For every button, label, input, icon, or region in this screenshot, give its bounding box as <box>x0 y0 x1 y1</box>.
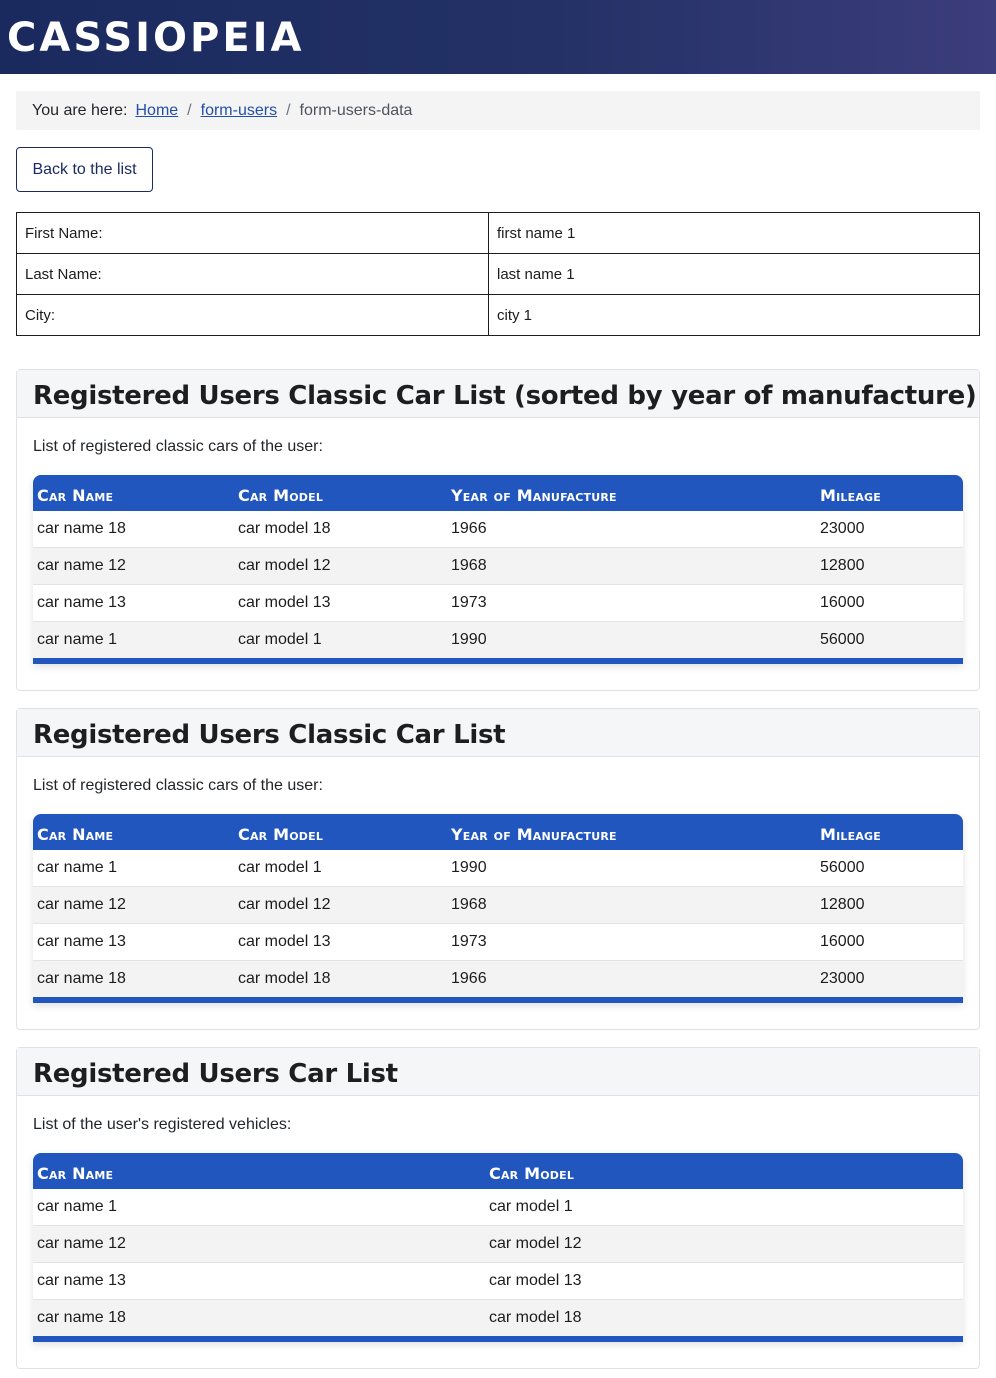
mileage-cell: 16000 <box>816 924 963 961</box>
user-info-table <box>16 212 980 336</box>
classic-car-table <box>33 814 963 1003</box>
card-description: List of registered classic cars of the user: <box>33 438 323 455</box>
card-description: List of the user's registered vehicles: <box>33 1116 292 1133</box>
column-header-car-name: Car Name <box>33 1153 485 1189</box>
column-header-mileage: Mileage <box>816 814 963 850</box>
car-name-cell: car name 12 <box>33 887 234 924</box>
column-header-car-model: Car Model <box>234 475 447 511</box>
breadcrumb-link-home[interactable]: Home <box>135 101 179 119</box>
year-cell: 1990 <box>447 622 816 664</box>
table-row <box>33 924 963 961</box>
table-row <box>33 1226 963 1263</box>
table-row <box>33 1189 963 1226</box>
breadcrumb-separator: / <box>286 101 291 119</box>
mileage-cell: 23000 <box>816 961 963 1003</box>
car-name-cell: car name 12 <box>33 1226 485 1263</box>
breadcrumb-prefix: You are here: <box>32 101 128 119</box>
car-model-cell: car model 13 <box>234 585 447 622</box>
car-name-cell: car name 13 <box>33 585 234 622</box>
first-name-value: first name 1 <box>489 213 980 254</box>
car-name-cell: car name 13 <box>33 924 234 961</box>
user-info-row-city <box>17 295 980 336</box>
car-model-cell: car model 1 <box>234 622 447 664</box>
year-cell: 1990 <box>447 850 816 887</box>
card-title: Registered Users Car List <box>33 1058 398 1089</box>
year-cell: 1973 <box>447 924 816 961</box>
car-model-cell: car model 18 <box>485 1300 963 1342</box>
table-row <box>33 1263 963 1300</box>
table-row <box>33 548 963 585</box>
card-description: List of registered classic cars of the user: <box>33 777 323 794</box>
breadcrumb <box>16 91 980 130</box>
car-model-cell: car model 12 <box>485 1226 963 1263</box>
year-cell: 1966 <box>447 961 816 1003</box>
year-cell: 1968 <box>447 887 816 924</box>
column-header-mileage: Mileage <box>816 475 963 511</box>
breadcrumb-link-form-users[interactable]: form-users <box>200 101 278 119</box>
last-name-value: last name 1 <box>489 254 980 295</box>
breadcrumb-separator: / <box>187 101 192 119</box>
car-model-cell: car model 13 <box>485 1263 963 1300</box>
table-row <box>33 622 963 664</box>
card-header <box>17 370 979 418</box>
table-header-row <box>33 475 963 511</box>
year-cell: 1968 <box>447 548 816 585</box>
table-row <box>33 850 963 887</box>
car-model-cell: car model 13 <box>234 924 447 961</box>
last-name-label: Last Name: <box>17 254 489 295</box>
city-value: city 1 <box>489 295 980 336</box>
car-model-cell: car model 1 <box>234 850 447 887</box>
classic-car-list-card <box>16 708 980 1030</box>
car-name-cell: car name 1 <box>33 622 234 664</box>
year-cell: 1973 <box>447 585 816 622</box>
main-content <box>0 91 996 1369</box>
card-header <box>17 709 979 757</box>
mileage-cell: 12800 <box>816 887 963 924</box>
column-header-car-model: Car Model <box>485 1153 963 1189</box>
column-header-car-model: Car Model <box>234 814 447 850</box>
card-title: Registered Users Classic Car List <box>33 719 506 750</box>
site-header <box>0 0 996 74</box>
table-row <box>33 887 963 924</box>
table-row <box>33 585 963 622</box>
car-model-cell: car model 1 <box>485 1189 963 1226</box>
card-title: Registered Users Classic Car List (sorted by year of manufacture) <box>33 380 977 411</box>
car-list-card <box>16 1047 980 1369</box>
car-name-cell: car name 1 <box>33 1189 485 1226</box>
mileage-cell: 23000 <box>816 511 963 548</box>
car-name-cell: car name 18 <box>33 1300 485 1342</box>
car-model-cell: car model 12 <box>234 548 447 585</box>
card-body <box>17 757 979 1029</box>
site-brand-logo[interactable]: CASSIOPEIA <box>7 15 305 61</box>
classic-car-list-sorted-card <box>16 369 980 691</box>
city-label: City: <box>17 295 489 336</box>
car-table <box>33 1153 963 1342</box>
column-header-year: Year of Manufacture <box>447 475 816 511</box>
table-row <box>33 511 963 548</box>
mileage-cell: 12800 <box>816 548 963 585</box>
car-model-cell: car model 18 <box>234 961 447 1003</box>
table-header-row <box>33 1153 963 1189</box>
table-row <box>33 961 963 1003</box>
classic-car-sorted-table <box>33 475 963 664</box>
user-info-row-last-name <box>17 254 980 295</box>
back-to-list-button[interactable]: Back to the list <box>16 147 153 192</box>
year-cell: 1966 <box>447 511 816 548</box>
mileage-cell: 16000 <box>816 585 963 622</box>
table-row <box>33 1300 963 1342</box>
user-info-row-first-name <box>17 213 980 254</box>
car-model-cell: car model 18 <box>234 511 447 548</box>
car-name-cell: car name 1 <box>33 850 234 887</box>
car-model-cell: car model 12 <box>234 887 447 924</box>
mileage-cell: 56000 <box>816 622 963 664</box>
car-name-cell: car name 12 <box>33 548 234 585</box>
first-name-label: First Name: <box>17 213 489 254</box>
car-name-cell: car name 18 <box>33 961 234 1003</box>
column-header-car-name: Car Name <box>33 475 234 511</box>
column-header-year: Year of Manufacture <box>447 814 816 850</box>
card-header <box>17 1048 979 1096</box>
column-header-car-name: Car Name <box>33 814 234 850</box>
car-name-cell: car name 18 <box>33 511 234 548</box>
car-name-cell: car name 13 <box>33 1263 485 1300</box>
card-body <box>17 1096 979 1368</box>
table-header-row <box>33 814 963 850</box>
breadcrumb-current: form-users-data <box>299 101 413 119</box>
card-body <box>17 418 979 690</box>
mileage-cell: 56000 <box>816 850 963 887</box>
